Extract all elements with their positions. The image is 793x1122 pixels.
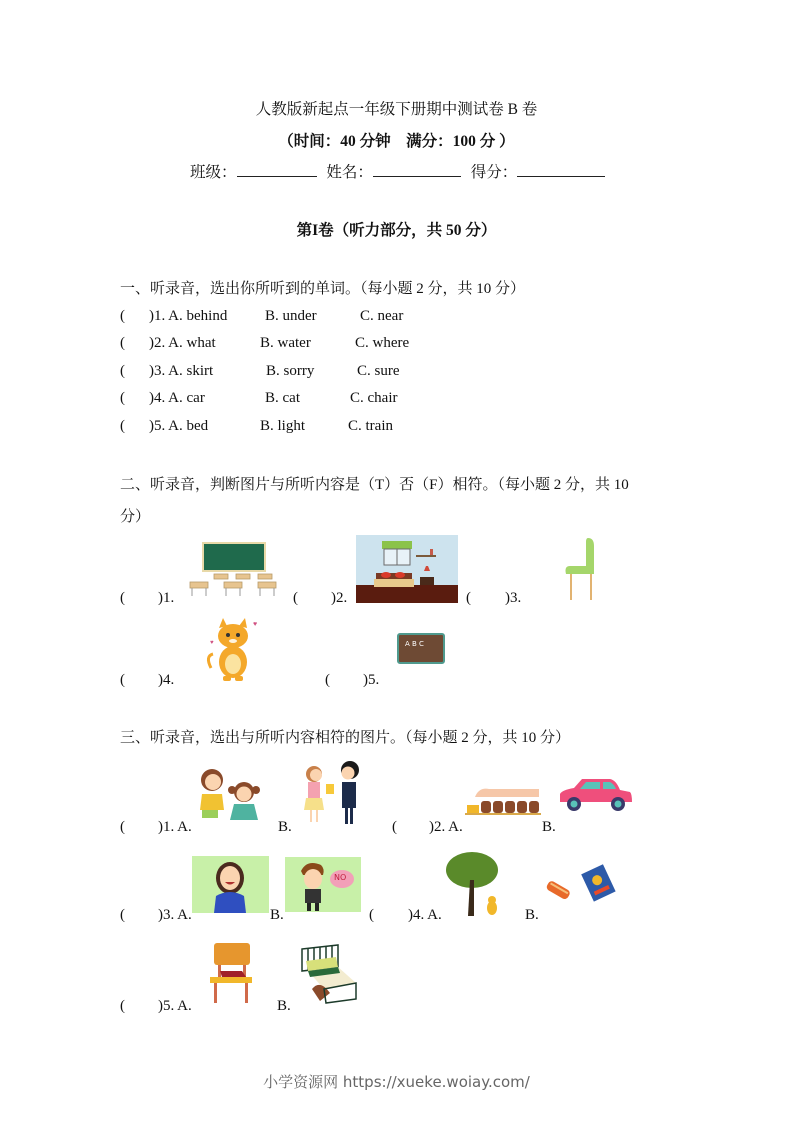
name-blank[interactable] bbox=[373, 162, 461, 177]
score-blank[interactable] bbox=[517, 162, 605, 177]
answer-bracket[interactable]: ( bbox=[325, 672, 330, 688]
item-label: )2. bbox=[331, 590, 348, 606]
train-picture bbox=[465, 783, 543, 817]
item-label: )4. bbox=[158, 672, 175, 688]
boy-figure-icon bbox=[285, 857, 361, 912]
score-label: 得分： bbox=[470, 164, 518, 181]
answer-bracket[interactable]: ( bbox=[466, 590, 471, 606]
answer-bracket[interactable]: ( bbox=[120, 907, 125, 923]
option-b: B. sorry bbox=[266, 363, 315, 379]
option-b: B. under bbox=[265, 308, 317, 324]
tree-and-cat-picture bbox=[444, 850, 504, 918]
woman-laughing-picture bbox=[192, 856, 269, 913]
option-c: C. chair bbox=[350, 390, 398, 406]
girls-talking-picture bbox=[194, 764, 270, 826]
boy-saying-no-picture bbox=[285, 857, 361, 912]
exam-title: 人教版新起点一年级下册期中测试卷 B 卷 bbox=[255, 101, 538, 118]
option-b-label: B. bbox=[525, 907, 539, 923]
option-c: C. train bbox=[348, 418, 393, 434]
item-label: )1. bbox=[158, 590, 175, 606]
option-c: C. sure bbox=[357, 363, 400, 379]
bedroom-picture bbox=[356, 535, 458, 603]
answer-bracket[interactable]: ( bbox=[392, 819, 397, 835]
answer-bracket[interactable]: ( bbox=[120, 418, 125, 434]
chair-with-book-picture bbox=[208, 941, 254, 1005]
chair-picture bbox=[562, 536, 598, 602]
item-label: )1. A. bbox=[158, 819, 192, 835]
footer-watermark: 小学资源网 https://xueke.woiay.com/ bbox=[263, 1073, 530, 1091]
cat-picture bbox=[205, 616, 263, 682]
item-label: )5. A. bbox=[158, 998, 192, 1014]
option-b-label: B. bbox=[277, 998, 291, 1014]
item-label: )2. A. bbox=[429, 819, 463, 835]
part1-heading: 第I卷（听力部分，共 50 分） bbox=[296, 222, 497, 239]
section2-heading-line2: 分） bbox=[120, 509, 151, 525]
car-picture bbox=[556, 776, 634, 814]
answer-bracket[interactable]: ( bbox=[120, 390, 125, 406]
section1-heading: 一、听录音，选出你所听到的单词。（每小题 2 分，共 10 分） bbox=[120, 281, 526, 297]
item-label: )5. bbox=[363, 672, 380, 688]
answer-bracket[interactable]: ( bbox=[120, 998, 125, 1014]
classroom-picture bbox=[186, 540, 282, 598]
option-b-label: B. bbox=[270, 907, 284, 923]
option-b: B. light bbox=[260, 418, 306, 434]
option-a: )1. A. behind bbox=[149, 308, 228, 324]
bed-picture bbox=[298, 943, 360, 1005]
option-b: B. cat bbox=[265, 390, 300, 406]
answer-bracket[interactable]: ( bbox=[120, 363, 125, 379]
option-a: )5. A. bed bbox=[149, 418, 209, 434]
option-a: )3. A. skirt bbox=[149, 363, 214, 379]
blackboard-text: A B C bbox=[405, 640, 424, 648]
section3-heading: 三、听录音，选出与所听内容相符的图片。（每小题 2 分，共 10 分） bbox=[120, 730, 571, 746]
option-b-label: B. bbox=[542, 819, 556, 835]
class-label: 班级： bbox=[190, 164, 237, 181]
section2-heading-line1: 二、听录音，判断图片与所听内容是（T）否（F）相符。（每小题 2 分，共 10 bbox=[120, 477, 629, 493]
speech-bubble-text: NO bbox=[334, 873, 347, 882]
option-b-label: B. bbox=[278, 819, 292, 835]
svg-text:♥: ♥ bbox=[210, 640, 214, 646]
option-b: B. water bbox=[260, 335, 311, 351]
item-label: )3. A. bbox=[158, 907, 192, 923]
answer-bracket[interactable]: ( bbox=[120, 672, 125, 688]
option-c: C. where bbox=[355, 335, 410, 351]
option-a: )4. A. car bbox=[149, 390, 205, 406]
option-a: )2. A. what bbox=[149, 335, 216, 351]
item-label: )3. bbox=[505, 590, 522, 606]
student-info-row bbox=[190, 160, 605, 182]
option-c: C. near bbox=[360, 308, 404, 324]
answer-bracket[interactable]: ( bbox=[369, 907, 374, 923]
girl-giving-gift-picture bbox=[296, 760, 366, 828]
name-label: 姓名： bbox=[326, 164, 373, 181]
blackboard-picture bbox=[397, 633, 445, 664]
answer-bracket[interactable]: ( bbox=[120, 335, 125, 351]
exam-subtitle: （时间：40 分钟 满分：100 分 ） bbox=[278, 133, 515, 150]
answer-bracket[interactable]: ( bbox=[120, 590, 125, 606]
answer-bracket[interactable]: ( bbox=[120, 819, 125, 835]
svg-text:♥: ♥ bbox=[253, 620, 258, 628]
class-blank[interactable] bbox=[237, 162, 317, 177]
pencil-case-and-book-picture bbox=[542, 862, 616, 908]
answer-bracket[interactable]: ( bbox=[293, 590, 298, 606]
answer-bracket[interactable]: ( bbox=[120, 308, 125, 324]
item-label: )4. A. bbox=[408, 907, 442, 923]
